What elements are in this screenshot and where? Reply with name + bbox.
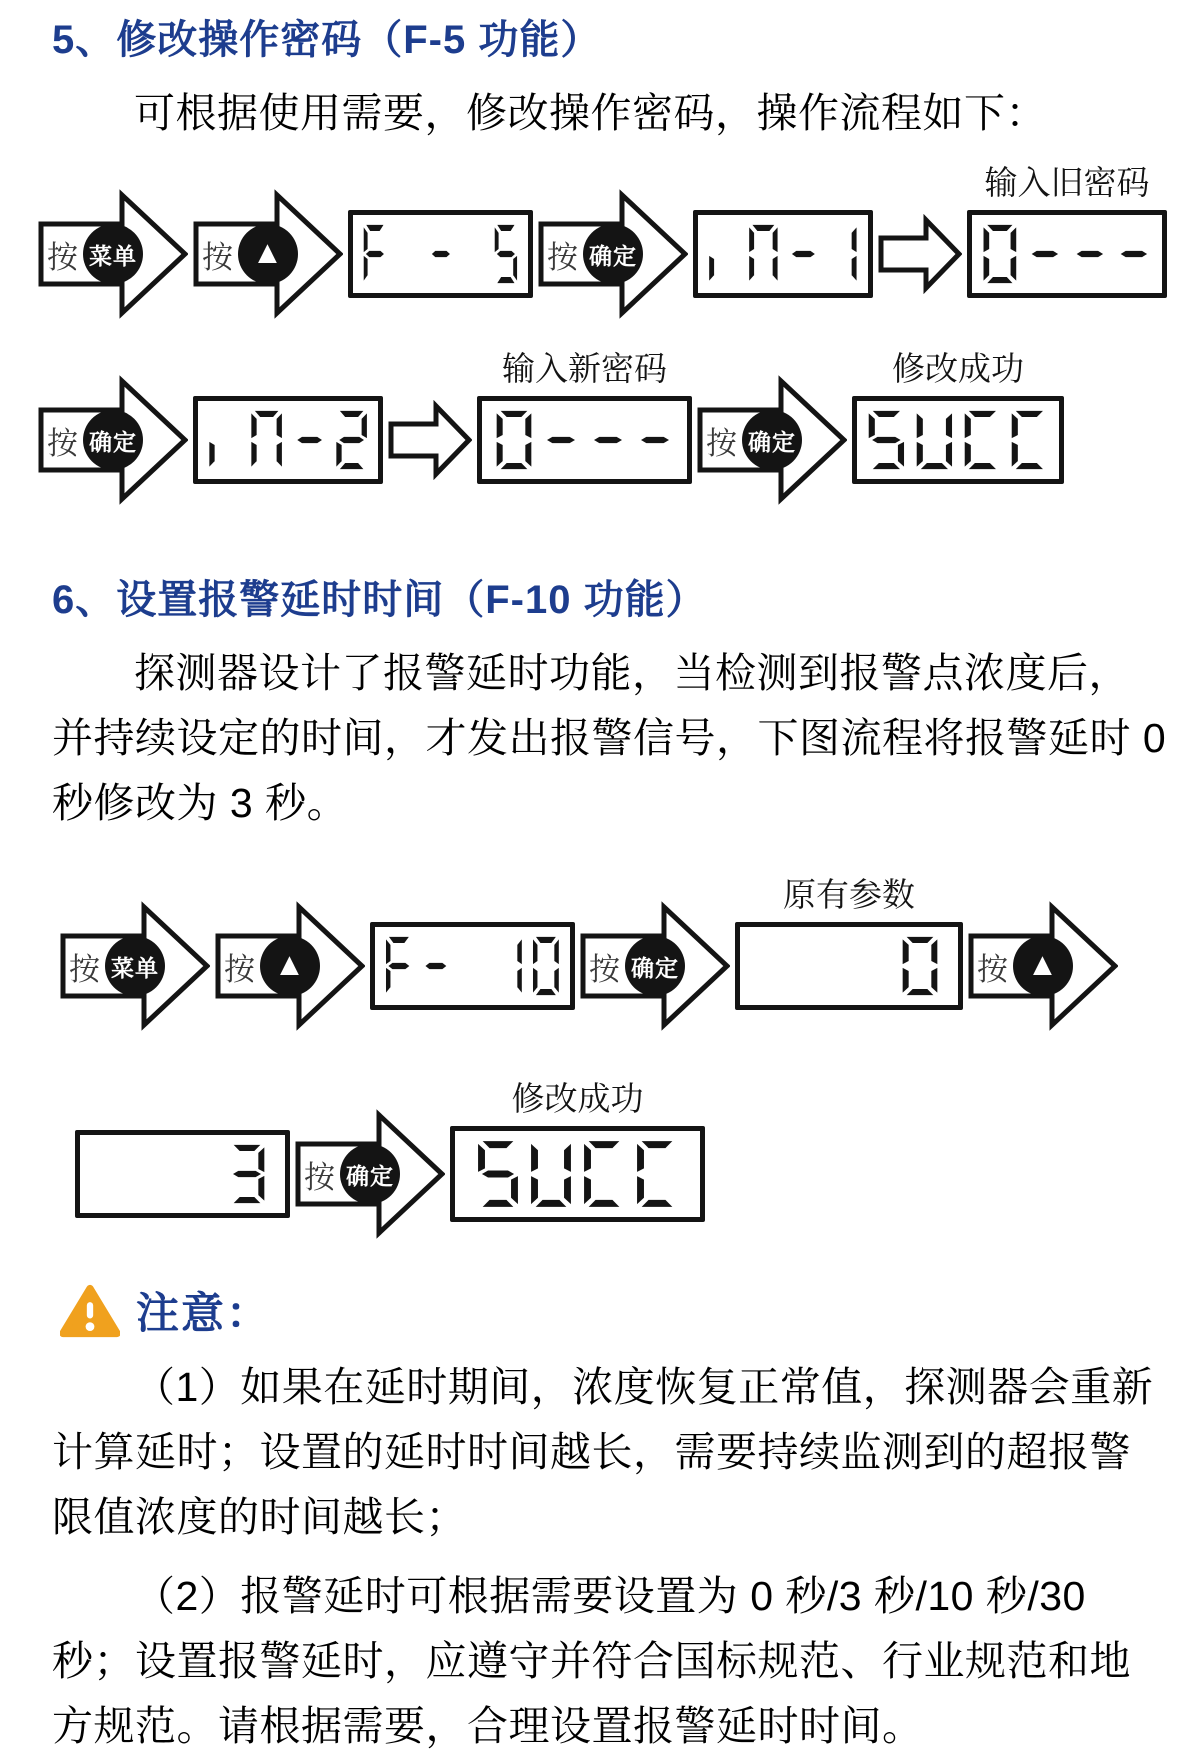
up-button-icon: ▲ — [260, 936, 320, 996]
hollow-arrow-icon — [388, 400, 472, 480]
seven-segment-char — [475, 1139, 521, 1209]
section6-paragraph: 探测器设计了报警延时功能，当检测到报警点浓度后，并持续设定的时间，才发出报警信号，下图流程将报警延时 0 秒修改为 3 秒。 — [52, 650, 1167, 826]
press-menu-arrow — [60, 900, 210, 1032]
confirm-button-icon: 确定 — [625, 936, 685, 996]
delay-flow-row1 — [60, 878, 1199, 1032]
display-new-password — [477, 352, 692, 484]
seven-segment-char — [588, 409, 628, 471]
section5-heading: 5、修改操作密码（F-5 功能） — [52, 18, 602, 62]
lcd-display — [477, 396, 692, 484]
display-success — [852, 352, 1064, 484]
seven-segment-char — [1071, 223, 1109, 285]
press-label: 按 — [977, 951, 1008, 987]
display-label: 原有参数 — [783, 878, 915, 914]
arrow-content — [46, 374, 144, 506]
display-success — [450, 1082, 705, 1222]
press-menu-arrow — [38, 188, 188, 320]
lcd-display — [348, 210, 533, 298]
lcd-display — [370, 922, 575, 1010]
lcd-display — [193, 396, 383, 484]
seven-segment-char — [707, 223, 740, 285]
press-confirm-arrow — [697, 374, 847, 506]
seven-segment-char — [494, 935, 524, 997]
arrow-content — [68, 900, 166, 1032]
lcd-display — [967, 210, 1167, 298]
seven-segment-char — [458, 935, 488, 997]
seven-segment-char — [227, 1143, 267, 1205]
section6-heading: 6、设置报警延时时间（F-10 功能） — [52, 578, 707, 622]
press-label: 按 — [706, 425, 737, 461]
display-new-value — [75, 1130, 290, 1218]
seven-segment-char — [1026, 223, 1064, 285]
press-confirm-arrow — [580, 900, 730, 1032]
seven-segment-char — [395, 223, 421, 285]
seven-segment-char — [635, 409, 675, 471]
notice-title: 注意： — [136, 1290, 271, 1338]
display-label: 输入新密码 — [502, 352, 667, 388]
section5-intro: 可根据使用需要，修改操作密码，操作流程如下： — [134, 90, 1047, 136]
arrow-content — [201, 188, 299, 320]
press-confirm-arrow — [295, 1108, 445, 1240]
display-f-10 — [370, 922, 575, 1010]
seven-segment-char — [249, 409, 284, 471]
press-label: 按 — [304, 1159, 335, 1195]
press-label: 按 — [224, 951, 255, 987]
up-button-icon: ▲ — [1013, 936, 1073, 996]
seven-segment-char — [1009, 409, 1050, 471]
display-in-1 — [693, 210, 873, 298]
lcd-display — [693, 210, 873, 298]
seven-segment-char — [334, 409, 369, 471]
arrow-content — [705, 374, 803, 506]
seven-segment-char — [634, 1139, 680, 1209]
confirm-button-icon: 确定 — [583, 224, 643, 284]
arrow-content — [46, 188, 144, 320]
press-label: 按 — [589, 951, 620, 987]
press-up-arrow — [193, 188, 343, 320]
seven-segment-char — [826, 223, 859, 285]
seven-segment-char — [531, 935, 561, 997]
seven-segment-char — [981, 223, 1019, 285]
seven-segment-char — [384, 935, 414, 997]
delay-flow-row2 — [75, 1082, 1199, 1240]
notice-header — [60, 1280, 1169, 1341]
confirm-button-icon: 确定 — [340, 1144, 400, 1204]
press-up-arrow — [968, 900, 1118, 1032]
menu-button-icon: 菜单 — [83, 224, 143, 284]
press-up-arrow — [215, 900, 365, 1032]
lcd-display — [450, 1126, 705, 1222]
display-label: 输入旧密码 — [984, 166, 1150, 202]
seven-segment-char — [494, 409, 534, 471]
seven-segment-char — [787, 223, 820, 285]
press-label: 按 — [547, 239, 578, 275]
press-confirm-arrow — [538, 188, 688, 320]
next-step-arrow — [878, 214, 962, 294]
arrow-content — [303, 1108, 401, 1240]
display-in-2 — [193, 396, 383, 484]
display-f-5 — [348, 210, 533, 298]
seven-segment-char — [541, 409, 581, 471]
display-label: 修改成功 — [511, 1082, 644, 1118]
display-original-param — [735, 878, 963, 1010]
seven-segment-char — [962, 409, 1003, 471]
seven-segment-char — [914, 409, 955, 471]
up-button-icon: ▲ — [238, 224, 298, 284]
password-flow-row2 — [38, 352, 1199, 506]
seven-segment-char — [581, 1139, 627, 1209]
seven-segment-char — [207, 409, 242, 471]
hollow-arrow-icon — [878, 214, 962, 294]
notice-item-2: （2）报警延时可根据需要设置为 0 秒/3 秒/10 秒/30 秒；设置报警延时，应遵守并符合国标规范、行业规范和地方规范。请根据需要，合理设置报警延时时间。 — [52, 1573, 1131, 1749]
lcd-display — [75, 1130, 290, 1218]
menu-button-icon: 菜单 — [105, 936, 165, 996]
press-label: 按 — [69, 951, 100, 987]
seven-segment-char — [1115, 223, 1153, 285]
next-step-arrow — [388, 400, 472, 480]
arrow-content — [546, 188, 644, 320]
password-flow-row1 — [38, 166, 1199, 320]
lcd-display — [852, 396, 1064, 484]
press-label: 按 — [202, 239, 233, 275]
confirm-button-icon: 确定 — [742, 410, 802, 470]
seven-segment-char — [747, 223, 780, 285]
seven-segment-char — [528, 1139, 574, 1209]
seven-segment-char — [421, 935, 451, 997]
arrow-content — [976, 900, 1074, 1032]
seven-segment-char — [460, 223, 486, 285]
seven-segment-char — [900, 935, 940, 997]
seven-segment-char — [292, 409, 327, 471]
seven-segment-char — [493, 223, 519, 285]
lcd-display — [735, 922, 963, 1010]
seven-segment-char — [362, 223, 388, 285]
press-confirm-arrow — [38, 374, 188, 506]
seven-segment-char — [428, 223, 454, 285]
display-old-password — [967, 166, 1167, 298]
warning-icon — [60, 1284, 120, 1338]
display-label: 修改成功 — [892, 352, 1024, 388]
press-label: 按 — [47, 239, 78, 275]
notice-item-1: （1）如果在延时期间，浓度恢复正常值，探测器会重新计算延时；设置的延时时间越长，需要持续监测到的超报警限值浓度的时间越长； — [52, 1364, 1154, 1540]
confirm-button-icon: 确定 — [83, 410, 143, 470]
seven-segment-char — [866, 409, 907, 471]
arrow-content — [223, 900, 321, 1032]
press-label: 按 — [47, 425, 78, 461]
arrow-content — [588, 900, 686, 1032]
